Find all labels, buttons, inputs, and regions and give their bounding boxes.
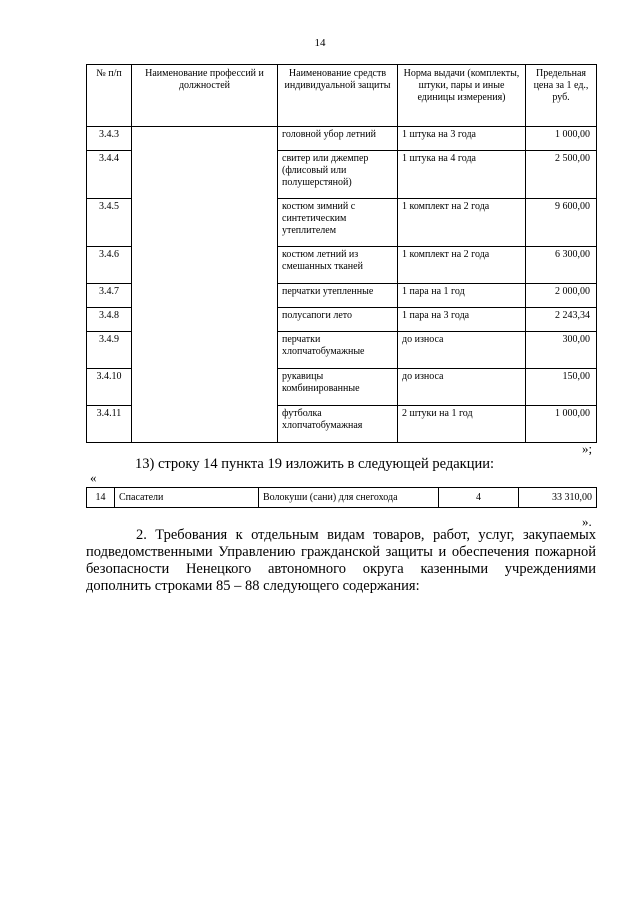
row-number: 3.4.10 <box>87 369 132 406</box>
table-header-row <box>87 65 597 127</box>
issue-norm: 1 комплект на 2 года <box>398 247 526 284</box>
row-number: 3.4.4 <box>87 151 132 199</box>
price-limit: 1 000,00 <box>526 406 597 443</box>
row-number: 3.4.6 <box>87 247 132 284</box>
row-number: 3.4.8 <box>87 308 132 332</box>
price-limit: 2 243,34 <box>526 308 597 332</box>
position-name: Спасатели <box>115 488 259 508</box>
row-number: 3.4.3 <box>87 127 132 151</box>
issue-norm: 2 штуки на 1 год <box>398 406 526 443</box>
price-limit: 2 500,00 <box>526 151 597 199</box>
price-limit: 1 000,00 <box>526 127 597 151</box>
issue-norm: 1 пара на 1 год <box>398 284 526 308</box>
opening-quote: « <box>90 470 97 485</box>
paragraph-text: 2. Требования к отдельным видам товаров, работ, услуг, закупаемых подведомственными Управлению гражданской защиты и обеспечения пожарной безопасности Ненецкого автономного округа казенными учреждениями дополнить строками 85 – 88 следующего содержания: <box>86 527 596 594</box>
row-number: 3.4.11 <box>87 406 132 443</box>
issue-norm: 1 штука на 3 года <box>398 127 526 151</box>
replacement-row-table <box>86 487 597 508</box>
ppe-item: полусапоги лето <box>278 308 398 332</box>
row-number: 3.4.9 <box>87 332 132 369</box>
body-paragraph <box>86 527 596 595</box>
item-name: Волокуши (сани) для снегохода <box>259 488 439 508</box>
ppe-item: футболка хлопчатобумажная <box>278 406 398 443</box>
ppe-item: перчатки хлопчатобумажные <box>278 332 398 369</box>
issue-norm: до износа <box>398 332 526 369</box>
issue-norm: 1 комплект на 2 года <box>398 199 526 247</box>
price-limit: 150,00 <box>526 369 597 406</box>
ppe-item: костюм зимний с синтетическим утеплителем <box>278 199 398 247</box>
price-limit: 6 300,00 <box>526 247 597 284</box>
closing-quote: »; <box>582 441 593 456</box>
price: 33 310,00 <box>519 488 597 508</box>
header-number: № п/п <box>87 65 132 127</box>
header-price: Предельная цена за 1 ед., руб. <box>526 65 597 127</box>
row-number: 3.4.5 <box>87 199 132 247</box>
ppe-item: свитер или джемпер (флисовый или полушерстяной) <box>278 151 398 199</box>
ppe-norms-table <box>86 64 597 443</box>
quantity: 4 <box>439 488 519 508</box>
price-limit: 2 000,00 <box>526 284 597 308</box>
issue-norm: 1 штука на 4 года <box>398 151 526 199</box>
ppe-item: головной убор летний <box>278 127 398 151</box>
ppe-item: перчатки утепленные <box>278 284 398 308</box>
amendment-instruction: 13) строку 14 пункта 19 изложить в следующей редакции: <box>135 456 495 472</box>
row-number: 14 <box>87 488 115 508</box>
issue-norm: до износа <box>398 369 526 406</box>
row-number: 3.4.7 <box>87 284 132 308</box>
ppe-item: костюм летний из смешанных тканей <box>278 247 398 284</box>
price-limit: 300,00 <box>526 332 597 369</box>
price-limit: 9 600,00 <box>526 199 597 247</box>
table-row <box>87 488 597 508</box>
header-ppe-item: Наименование средств индивидуальной защиты <box>278 65 398 127</box>
profession-cell <box>132 127 278 443</box>
header-norm: Норма выдачи (комплекты, штуки, пары и иные единицы измерения) <box>398 65 526 127</box>
page-number: 14 <box>314 37 326 49</box>
ppe-item: рукавицы комбинированные <box>278 369 398 406</box>
header-profession: Наименование профессий и должностей <box>132 65 278 127</box>
closing-quote: ». <box>582 514 592 529</box>
issue-norm: 1 пара на 3 года <box>398 308 526 332</box>
table-row <box>87 127 597 151</box>
